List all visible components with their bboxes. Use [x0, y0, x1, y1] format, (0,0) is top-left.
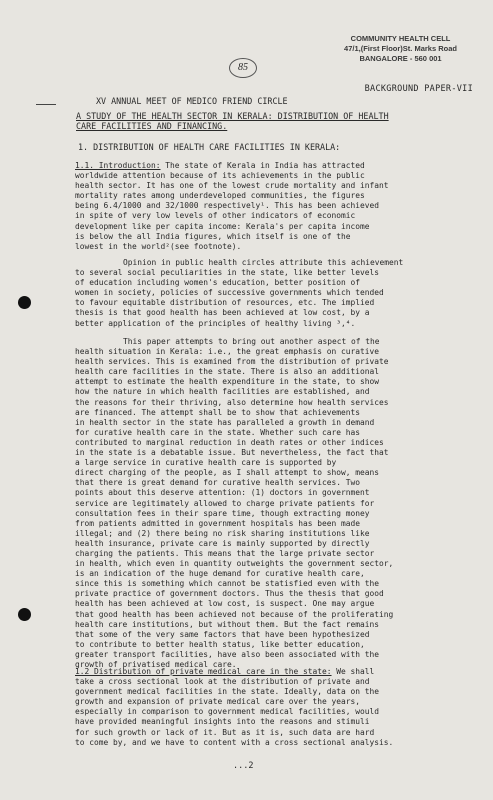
paragraph-line: illegal; and (2) there being no risk sharing institutions like — [75, 528, 370, 538]
paragraph-line: growth of privatised medical care. — [75, 660, 237, 669]
paragraph-line: worldwide attention because of its achievements in the public — [75, 171, 365, 181]
paragraph-line: service are legitimately allowed to charge private patients for — [75, 498, 375, 508]
library-stamp — [344, 34, 457, 64]
paragraph-line: health situation in Kerala: i.e., the great emphasis on curative — [75, 347, 380, 357]
paragraph-line: points about this deserve attention: (1) doctors in government — [75, 488, 370, 498]
paragraph-line: that there is great demand for curative health services. Two — [75, 478, 361, 488]
paragraph-line: that some of the very same factors that have been hypothesized — [75, 629, 370, 639]
stamp-line-1: COMMUNITY HEALTH CELL — [350, 34, 451, 43]
paragraph-line: women in society, policies of successive governments which tended — [75, 288, 384, 298]
paragraph-line: contributed to marginal reduction in death rates or other indices — [75, 437, 384, 447]
paragraph-line: in health, which even in quantity outweights the government sector, — [75, 559, 394, 569]
distribution-label: 1.2 Distribution of private medical care in the state: — [75, 667, 332, 676]
paragraph-line: mortality rates among underdeveloped communities, the figures — [75, 191, 365, 201]
paragraph-curative — [75, 337, 475, 670]
paragraph-line: since this is something which cannot be statisfied even with the — [75, 579, 380, 589]
paragraph-text: The state of Kerala in India has attracted — [160, 161, 365, 170]
continuation-marker: ...2 — [233, 761, 254, 771]
paragraph-opinion — [75, 258, 475, 329]
paragraph-line: how the nature in which health facilities are established, and — [75, 387, 370, 397]
paragraph-line: being 6.4/1000 and 32/1000 respectively¹. This has been achieved — [75, 201, 380, 211]
paragraph-line: to favour equitable distribution of resources, etc. The implied — [75, 298, 375, 308]
paragraph-line: health care facilities in the state. There is also an additional — [75, 367, 380, 377]
paragraph-line: are financed. The attempt shall be to show that achievements — [75, 407, 361, 417]
paragraph-line: consultation fees in their spare time, though extracting money — [75, 508, 370, 518]
paragraph-line: health insurance, private care is mainly supported by directly — [75, 538, 370, 548]
paragraph-line — [75, 161, 475, 171]
paragraph-line: in spite of very low levels of other indicators of economic — [75, 211, 356, 221]
paragraph-line: lowest in the world²(see footnote). — [75, 241, 242, 251]
paragraph-line: to contribute to better health status, like better education, — [75, 639, 365, 649]
stamp-line-2: 47/1,(First Floor)St. Marks Road — [344, 44, 457, 53]
paragraph-line: the reasons for their thriving, also determine how health services — [75, 397, 389, 407]
paragraph-line: from patients admitted in government hospitals has been made — [75, 518, 361, 528]
paragraph-introduction — [75, 161, 475, 252]
paragraph-line: charging the patients. This means that the large private sector — [75, 548, 375, 558]
paragraph-line: Opinion in public health circles attribute this achievement — [123, 258, 404, 267]
paragraph-distribution — [75, 667, 475, 748]
punch-hole — [18, 608, 31, 621]
stamp-line-3: BANGALORE - 560 001 — [359, 54, 442, 63]
paragraph-line: development like per capita income: Kerala's per capita income — [75, 221, 370, 231]
paragraph-line: is an indication of the huge demand for curative health care, — [75, 569, 365, 579]
header-rule — [36, 104, 56, 105]
study-title-line-1: A STUDY OF THE HEALTH SECTOR IN KERALA: DISTRIBUTION OF HEALTH — [76, 111, 389, 121]
paragraph-line: This paper attempts to bring out another aspect of the — [123, 337, 380, 346]
paragraph-line: have provided meaningful insights into the reasons and stimuli — [75, 717, 370, 727]
paragraph-line: government medical facilities in the state. Ideally, data on the — [75, 687, 380, 697]
paragraph-line: health has been achieved at low cost, is suspect. One may argue — [75, 599, 375, 609]
paragraph-line: is below the all India figures, which itself is one of the — [75, 231, 351, 241]
paragraph-line: health sector. It has one of the lowest crude mortality and infant — [75, 181, 389, 191]
section-heading: 1. DISTRIBUTION OF HEALTH CARE FACILITIES IN KERALA: — [78, 142, 341, 152]
conference-title: XV ANNUAL MEET OF MEDICO FRIEND CIRCLE — [96, 96, 288, 106]
paragraph-line: in the state is a debatable issue. But nevertheless, the fact that — [75, 448, 389, 458]
paragraph-line: that good health has been achieved not because of the proliferating — [75, 609, 394, 619]
paragraph-text: We shall — [331, 667, 375, 676]
paragraph-line: health services. This is examined from the distribution of private — [75, 357, 389, 367]
paragraph-line: growth and expansion of private medical care over the years, — [75, 697, 361, 707]
paragraph-line: especially in comparison to government medical facilities, would — [75, 707, 380, 717]
paragraph-line: in health sector in the state has paralleled a growth in demand — [75, 417, 375, 427]
paragraph-line: attempt to estimate the health expenditure in the state, to show — [75, 377, 380, 387]
punch-hole — [18, 296, 31, 309]
study-title — [76, 112, 456, 131]
paragraph-line: greater transport facilities, have also been associated with the — [75, 649, 380, 659]
paragraph-line: health care institutions, but without them. But the fact remains — [75, 619, 380, 629]
paragraph-line: thesis is that good health has been achieved at low cost, by a — [75, 308, 370, 318]
paragraph-line: direct charging of the people, as I shall attempt to show, means — [75, 468, 380, 478]
paragraph-line: for such growth or lack of it. But as it is, such data are hard — [75, 727, 375, 737]
paragraph-line: better application of the principles of healthy living ³,⁴. — [75, 318, 356, 328]
paragraph-line: to come by, and we have to content with a cross sectional analysis. — [75, 737, 394, 747]
paragraph-line: a large service in curative health care is supported by — [75, 458, 337, 468]
paragraph-line: take a cross sectional look at the distribution of private and — [75, 677, 370, 687]
study-title-line-2: CARE FACILITIES AND FINANCING. — [76, 120, 228, 131]
paragraph-line: for curative health care in the state. Whether such care has — [75, 427, 361, 437]
paragraph-line: of education including women's education, better position of — [75, 278, 361, 288]
paragraph-line — [75, 667, 475, 677]
paragraph-line: private practice of government doctors. Thus the thesis that good — [75, 589, 384, 599]
paragraph-line: to several social peculiarities in the state, like better levels — [75, 268, 380, 278]
page-number: 85 — [229, 58, 257, 78]
introduction-label: 1.1. Introduction: — [75, 161, 161, 170]
background-paper-label: BACKGROUND PAPER-VII — [364, 84, 473, 94]
